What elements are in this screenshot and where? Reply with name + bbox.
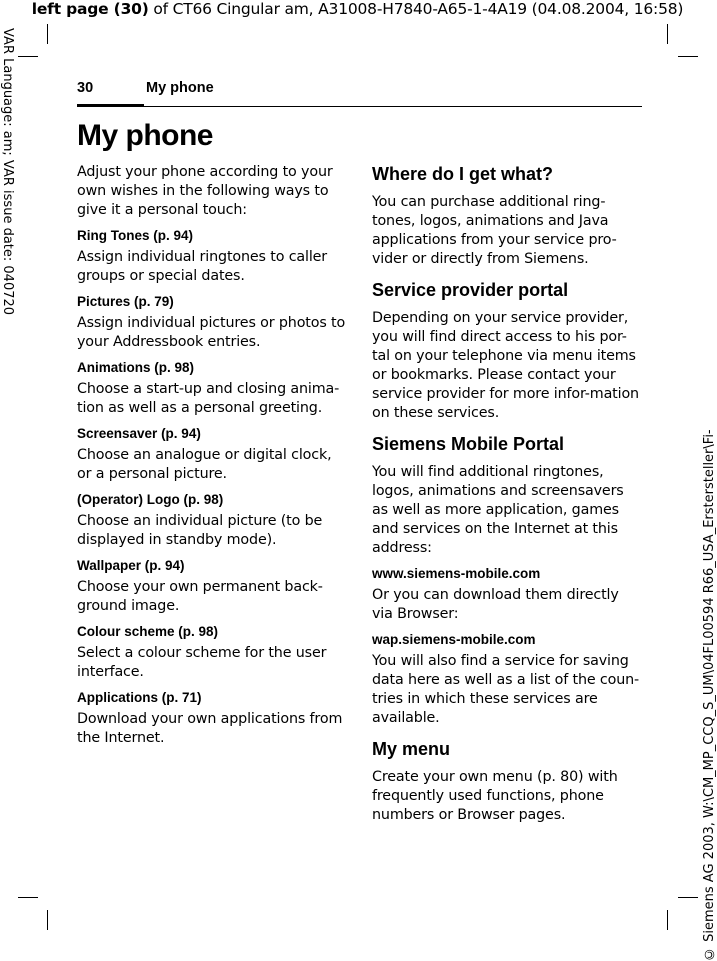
list-item [77, 557, 349, 616]
crop-mark [678, 897, 698, 898]
right-column [372, 163, 642, 825]
mymenu-text: Create your own menu (p. 80) with frequently used functions, phone numbers or Browser pages. [372, 769, 618, 823]
page-number: 30 [77, 80, 94, 96]
header-rule [77, 106, 642, 107]
item-heading: Colour scheme (p. 98) [77, 624, 219, 639]
intro-text: Adjust your phone according to your own wishes in the following ways to give it a personal touch: [77, 164, 333, 218]
header-section: My phone [146, 80, 214, 96]
item-heading: Ring Tones (p. 94) [77, 228, 194, 243]
item-text: Assign individual ringtones to caller groups or special dates. [77, 249, 328, 284]
crop-mark [667, 24, 668, 44]
item-text: Download your own applications from the Internet. [77, 711, 343, 746]
item-heading: Animations (p. 98) [77, 360, 195, 375]
browser-text: Or you can download them directly via Browser: [372, 587, 619, 622]
page-title: My phone [77, 119, 213, 152]
list-item [77, 689, 349, 748]
item-heading: Pictures (p. 79) [77, 294, 174, 309]
page-header [77, 80, 214, 96]
list-item [77, 359, 349, 418]
crop-mark [18, 56, 38, 57]
crop-mark [18, 897, 38, 898]
item-text: Choose a start-up and closing anima-tion as well as a personal greeting. [77, 381, 340, 416]
section-heading-where: Where do I get what? [372, 164, 554, 184]
list-item [77, 227, 349, 286]
left-column [77, 163, 349, 755]
crop-mark [678, 56, 698, 57]
portal-text: Depending on your service provider, you will find direct access to his por-tal on your telephone via menu items or bookmarks. Please contact your service provider for more infor-mation on these services. [372, 310, 639, 421]
siemens-url: www.siemens-mobile.com [372, 566, 541, 581]
wap-url: wap.siemens-mobile.com [372, 632, 536, 647]
saving-text: You will also find a service for saving data here as well as a list of the coun-tries in which these services are available. [372, 653, 640, 726]
section-heading-mymenu: My menu [372, 739, 451, 759]
section-heading-siemens: Siemens Mobile Portal [372, 434, 565, 454]
copyright-note: © Siemens AG 2003, W:\CM_MP_CCQ_S_UM\04FL00594 R66_USA_Erstersteller\Fi- [702, 429, 717, 961]
item-heading: Applications (p. 71) [77, 690, 202, 705]
section-heading-portal: Service provider portal [372, 280, 569, 300]
var-language-note: VAR Language: am; VAR issue date: 040720 [0, 28, 15, 316]
list-item [77, 491, 349, 550]
print-meta-details: of CT66 Cingular am, A31008-H7840-A65-1-4A19 (04.08.2004, 16:58) [148, 0, 684, 18]
item-text: Assign individual pictures or photos to your Addressbook entries. [77, 315, 346, 350]
item-heading: Wallpaper (p. 94) [77, 558, 185, 573]
item-text: Select a colour scheme for the user interface. [77, 645, 327, 680]
siemens-text: You will find additional ringtones, logos, animations and screensavers as well as more application, games and services on the Internet at this address: [372, 464, 624, 556]
item-heading: (Operator) Logo (p. 98) [77, 492, 224, 507]
list-item [77, 293, 349, 352]
where-text: You can purchase additional ring-tones, logos, animations and Java applications from your service pro-vider or directly from Siemens. [372, 194, 617, 267]
item-text: Choose your own permanent back-ground image. [77, 579, 323, 614]
item-text: Choose an analogue or digital clock, or a personal picture. [77, 447, 332, 482]
item-text: Choose an individual picture (to be displayed in standby mode). [77, 513, 323, 548]
crop-mark [47, 24, 48, 44]
item-heading: Screensaver (p. 94) [77, 426, 201, 441]
list-item [77, 425, 349, 484]
print-meta-line [0, 0, 715, 18]
list-item [77, 623, 349, 682]
crop-mark [47, 910, 48, 930]
print-meta-page: left page (30) [31, 0, 149, 18]
crop-mark [667, 910, 668, 930]
